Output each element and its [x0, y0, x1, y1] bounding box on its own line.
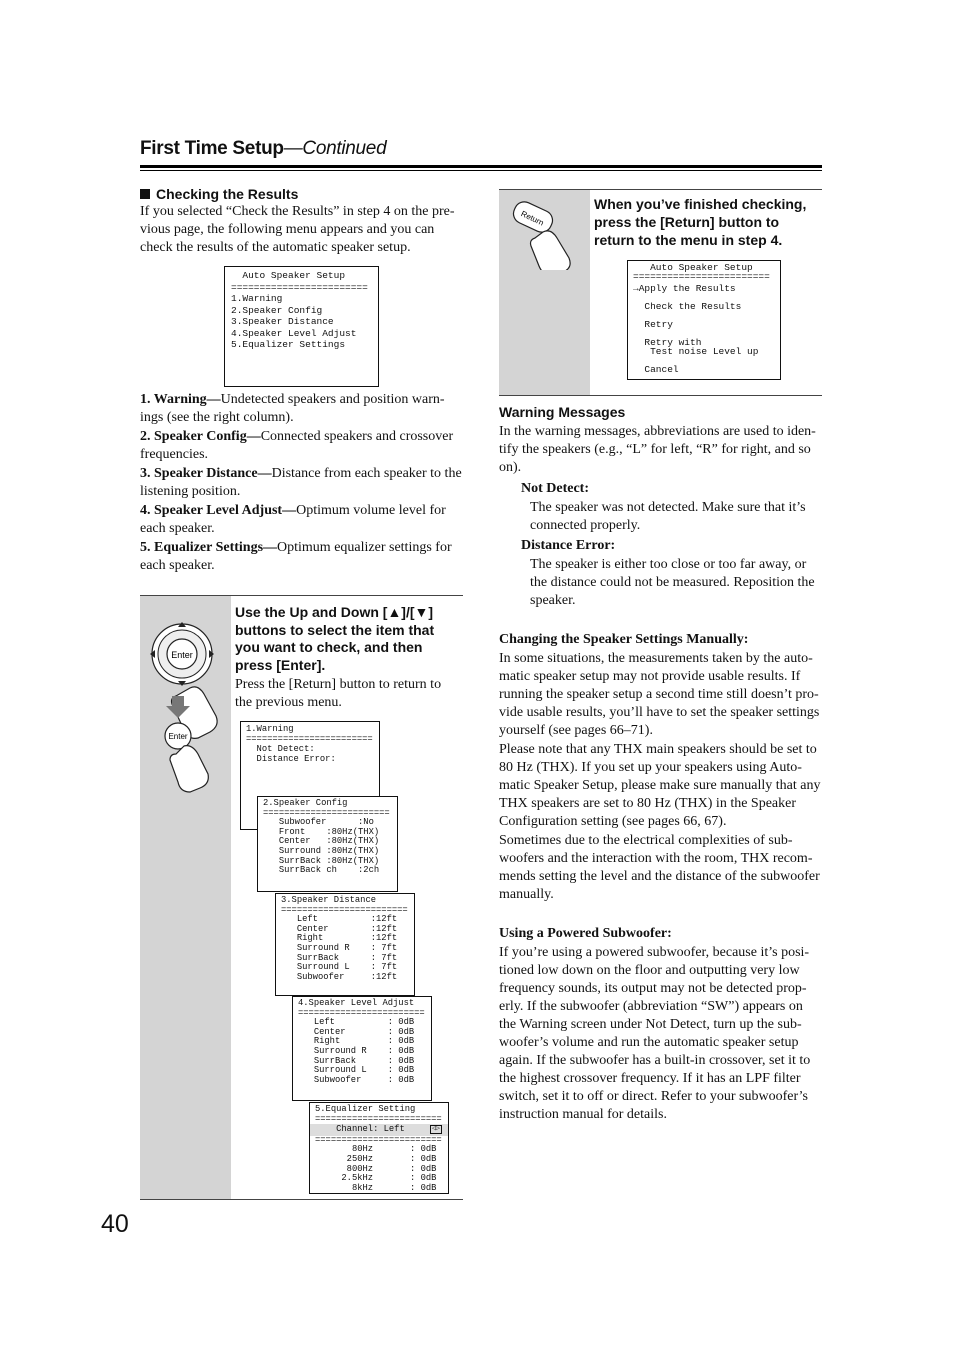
- osd-rule: ========================: [246, 734, 373, 744]
- osd-item: Check the Results: [633, 301, 742, 312]
- osd-line: Center :80Hz(THX): [263, 836, 380, 847]
- osd-title: 3.Speaker Distance: [281, 895, 377, 905]
- osd-line: 250Hz : 0dB: [315, 1153, 437, 1164]
- bullet-square-icon: [140, 189, 150, 199]
- checking-heading: [140, 186, 463, 203]
- list-desc: Connected speakers and crossover frequencies.: [140, 429, 454, 462]
- manual-paragraph: Sometimes due to the electrical complexities of sub-woofers and the interaction with the room, THX recom-mends setting the level and the distance of the subwoofer manually.: [499, 833, 820, 902]
- manual-heading: Changing the Speaker Settings Manually:: [499, 632, 749, 647]
- osd-line: Center : 0dB: [298, 1026, 415, 1037]
- page-header: [140, 138, 822, 160]
- osd-distance-screen: [275, 893, 415, 996]
- distance-error-term: Distance Error:: [521, 538, 616, 553]
- osd-line: Not Detect:: [246, 744, 315, 754]
- osd-line: 8kHz : 0dB: [315, 1182, 437, 1193]
- header-rule-thin: [140, 170, 822, 171]
- osd-line: Surround L : 0dB: [298, 1065, 415, 1076]
- osd-line: Left :12ft: [281, 914, 398, 925]
- osd-item: Retry with: [633, 337, 702, 348]
- osd-rule: ========================: [315, 1114, 442, 1124]
- left-column: [140, 186, 463, 257]
- subwoofer-heading: Using a Powered Subwoofer:: [499, 926, 672, 941]
- osd-line: Subwoofer :No: [263, 817, 374, 828]
- osd-item: 5.Equalizer Settings: [231, 339, 346, 350]
- results-list: [140, 391, 463, 576]
- osd-line: 800Hz : 0dB: [315, 1163, 437, 1174]
- checking-intro: If you selected “Check the Results” in step 4 on the pre-vious page, the following menu appears and you can check the results of the automatic speaker setup.: [140, 204, 455, 255]
- list-term: 5. Equalizer Settings—: [140, 540, 278, 555]
- osd-line: Center :12ft: [281, 923, 398, 934]
- osd-line: Surround R : 7ft: [281, 942, 398, 953]
- title-continued: —Continued: [283, 138, 387, 159]
- osd-line: Subwoofer : 0dB: [298, 1074, 415, 1085]
- osd-item: Cancel: [633, 364, 679, 375]
- cursor-arrow-icon: →: [633, 283, 639, 294]
- return-button-hand-icon: [499, 190, 590, 270]
- return-illustration-panel: [499, 190, 590, 395]
- osd-main-menu: [224, 266, 379, 387]
- osd-title: 2.Speaker Config: [263, 798, 348, 808]
- return-step-title: When you’ve finished checking, press the [Return] button to return to the menu in step 4.: [594, 196, 807, 248]
- manual-paragraph: Please note that any THX main speakers should be set to 80 Hz (THX). If you set up your speakers using Auto-matic Speaker Setup, please make sure manually that any THX speakers are set to 80 Hz (THX) in the Speaker Configuration setting (see pages 66, 67).: [499, 742, 821, 829]
- osd-item: 1.Warning: [231, 293, 283, 304]
- osd-line: SurrBack : 0dB: [298, 1055, 415, 1066]
- title-text: First Time Setup: [140, 138, 284, 159]
- not-detect-term: Not Detect:: [521, 481, 590, 496]
- osd-line: Right :12ft: [281, 933, 398, 944]
- left-right-arrow-icon: ◁▷: [431, 1125, 440, 1134]
- list-term: 2. Speaker Config—: [140, 429, 261, 444]
- osd-rule: ========================: [633, 272, 770, 281]
- osd-line: Subwoofer :12ft: [281, 971, 398, 982]
- list-desc: Undetected speakers and position warn-ings (see the right column).: [140, 392, 445, 425]
- osd-item: Test noise Level up: [633, 346, 759, 357]
- checking-heading-text: Checking the Results: [156, 186, 299, 202]
- list-item: [140, 539, 463, 575]
- list-desc: Optimum volume level for each speaker.: [140, 503, 446, 536]
- not-detect-desc: The speaker was not detected. Make sure that it’s connected properly.: [530, 500, 806, 533]
- list-item: [140, 428, 463, 464]
- osd-selected-item: [633, 284, 775, 293]
- page-number: 40: [101, 1210, 129, 1238]
- osd-title: 4.Speaker Level Adjust: [298, 998, 415, 1008]
- osd-line: Surround R : 0dB: [298, 1045, 415, 1056]
- osd-rule: ========================: [298, 1008, 425, 1018]
- distance-error-desc: The speaker is either too close or too far away, or the distance could not be measured. Reposition the speaker.: [530, 557, 815, 608]
- osd-item: Apply the Results: [638, 283, 736, 294]
- subwoofer-paragraph: If you’re using a powered subwoofer, because it’s posi-tioned low down on the floor and outputting very low frequency sounds, its output may not be detected prop-erly. If the subwoofer (abbreviation “SW”) appears on the Warning screen under Not Detect, turn up the sub-woofer’s volume and run the automatic speaker setup again. If the subwoofer has a built-in crossover, set it to the highest crossover frequency. If it has an LPF filter switch, set it to off or direct. Refer to your subwoofer’s instruction manual for details.: [499, 945, 811, 1122]
- list-item: [140, 465, 463, 501]
- osd-line: Surround :80Hz(THX): [263, 845, 380, 856]
- list-item: [140, 502, 463, 538]
- header-rule-thick: [140, 165, 822, 168]
- list-term: 1. Warning—: [140, 392, 221, 407]
- osd-eq-screen: [309, 1102, 449, 1194]
- osd-rule: ========================: [315, 1135, 442, 1145]
- list-term: 3. Speaker Distance—: [140, 466, 272, 481]
- osd-title: Auto Speaker Setup: [633, 262, 753, 273]
- osd-line: Front :80Hz(THX): [263, 826, 380, 837]
- osd-channel-row: [310, 1124, 448, 1136]
- remote-hand-icon: [140, 596, 231, 796]
- enter-label: Enter: [171, 650, 193, 660]
- osd-return-menu: [627, 260, 781, 380]
- osd-rule: ========================: [263, 808, 390, 818]
- warning-intro: In the warning messages, abbreviations are used to iden-tify the speakers (e.g., “L” for left, “R” for right, and so on).: [499, 424, 816, 475]
- warning-section: [499, 404, 822, 1125]
- osd-title: 1.Warning: [246, 724, 294, 734]
- step-illustration-panel: [140, 596, 231, 1199]
- osd-line: Distance Error:: [246, 754, 336, 764]
- osd-line: Surround L : 7ft: [281, 962, 398, 973]
- step-title: Use the Up and Down [▲]/[▼] buttons to select the item that you want to check, and then press [Enter].: [235, 604, 435, 673]
- step-subtext: Press the [Return] button to return to the previous menu.: [235, 677, 442, 710]
- list-desc: Distance from each speaker to the listening position.: [140, 466, 462, 499]
- osd-line: SurrBack :80Hz(THX): [263, 855, 380, 866]
- osd-line: 2.5kHz : 0dB: [315, 1173, 437, 1184]
- warning-heading: Warning Messages: [499, 404, 626, 420]
- manual-paragraph: In some situations, the measurements taken by the auto-matic speaker setup may not provide usable results. If running the speaker setup a second time still doesn’t pro-vide usable results, you’ll have to set the speaker settings yourself (see pages 66–71).: [499, 651, 820, 738]
- osd-config-screen: [257, 796, 398, 892]
- enter-label-2: Enter: [168, 732, 188, 741]
- list-term: 4. Speaker Level Adjust—: [140, 503, 297, 518]
- osd-item: 4.Speaker Level Adjust: [231, 327, 357, 339]
- list-item: [140, 391, 463, 427]
- osd-line: Left : 0dB: [298, 1017, 415, 1028]
- osd-channel: Channel: Left: [315, 1124, 405, 1135]
- osd-item: 3.Speaker Distance: [231, 316, 334, 327]
- osd-line: 80Hz : 0dB: [315, 1144, 437, 1155]
- page-title: [140, 138, 822, 160]
- osd-item: 2.Speaker Config: [231, 304, 323, 316]
- osd-rule: ========================: [231, 281, 368, 293]
- osd-item: Retry: [633, 319, 673, 330]
- list-desc: Optimum equalizer settings for each speaker.: [140, 540, 452, 573]
- osd-level-screen: [292, 996, 432, 1101]
- osd-rule: ========================: [281, 905, 408, 915]
- osd-line: SurrBack : 7ft: [281, 952, 398, 963]
- osd-title: 5.Equalizer Setting: [315, 1104, 416, 1114]
- osd-title: Auto Speaker Setup: [231, 270, 346, 281]
- osd-line: Right : 0dB: [298, 1036, 415, 1047]
- return-label: Return: [519, 209, 546, 228]
- osd-line: SurrBack ch :2ch: [263, 865, 380, 876]
